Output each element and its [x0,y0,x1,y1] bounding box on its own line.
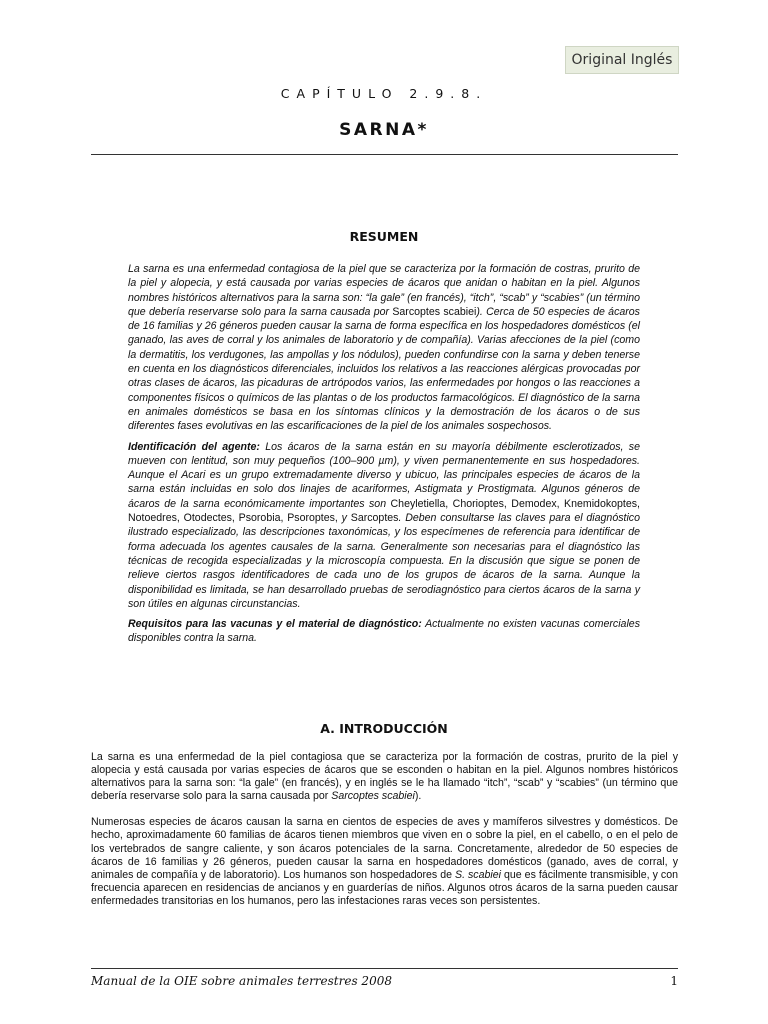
agent-identification-label: Identificación del agente: [128,440,260,453]
vaccine-requirements-label: Requisitos para las vacunas y el material de diagnóstico: [128,618,422,631]
footer-title: Manual de la OIE sobre animales terrestres 2008 [91,974,392,988]
summary-paragraph-1: La sarna es una enfermedad contagiosa de la piel que se caracteriza por la formación de costras, prurito de la piel y alopecia, y está causada por varias especies de ácaros que anidan o habitan en la piel. Algunos nombres históricos alternativos para la sarna son: “la gale” (en francés), “itch”, “scab” y “scabies” (un término que debería reservarse solo para la sarna causada por Sarcoptes scabiei). Cerca de 50 especies de ácaros de 16 familias y 26 géneros pueden causar la sarna de forma específica en los hospedadores domésticos (el ganado, las aves de corral y los animales de laboratorio y de compañía). Varias afecciones de la piel (como la dermatitis, los verdugones, las ampollas y los nódulos), pueden confundirse con la sarna y deben tenerse en cuenta en los diagnósticos diferenciales, incluidos los relativos a las reacciones alérgicas provocadas por otras clases de ácaros, las picaduras de artrópodos varios, las enfermedades por hongos o las reacciones a componentes físicos o químicos de las plantas o de los productos farmacológicos. El diagnóstico de la sarna en animales domésticos se basa en los síntomas clínicos y la demostración de los ácaros o de sus diferentes fases evolutivas en las escarificaciones de la piel de los animales sospechosos. [128,263,640,433]
introduction-paragraph-2: Numerosas especies de ácaros causan la sarna en cientos de especies de aves y mamíferos silvestres y domésticos. De hecho, aproximadamente 60 familias de ácaros tienen miembros que viven en o sobre la piel, en el cabello, o en el pelo de los vertebrados de sangre caliente, y son ácaros potenciales de la sarna. Concretamente, alrededor de 50 especies de ácaros de 16 familias y 26 géneros, pueden causar la sarna en hospedadores domésticos (ganado, aves de corral, y animales de compañía y de laboratorio). Los humanos son hospedadores de S. scabiei que es fácilmente transmisible, y con frecuencia aparecen en residencias de ancianos y en guarderías de niños. Algunos otros ácaros de la sarna pueden causar enfermedades transitorias en los humanos, pero las infestaciones raras veces son persistentes. [91,816,678,907]
page-footer [91,974,678,988]
summary-section [128,262,640,652]
footer-divider [91,968,678,969]
summary-heading: RESUMEN [349,229,419,244]
page-title: SARNA* [339,120,429,140]
original-language-badge: Original Inglés [565,46,679,74]
summary-paragraph-3: Requisitos para las vacunas y el material de diagnóstico: Actualmente no existen vacunas comerciales disponibles contra la sarna. [128,618,640,645]
top-divider [91,154,678,155]
chapter-number: CAPÍTULO 2.9.8. [280,86,488,101]
introduction-section [91,751,678,921]
page-number: 1 [670,974,678,988]
introduction-heading: A. INTRODUCCIÓN [320,721,448,736]
summary-paragraph-2: Identificación del agente: Los ácaros de la sarna están en su mayoría débilmente esclerotizados, se mueven con lentitud, son muy pequeños (100–900 µm), y viven permanentemente en sus hospedadores. Aunque el Acari es un grupo extremadamente diverso y ubicuo, las principales especies de ácaros de la sarna están incluidas en solo dos linajes de acariformes, Astigmata y Prostigmata. Algunos géneros de ácaros de la sarna económicamente importantes son Cheyletiella, Chorioptes, Demodex, Knemidokoptes, Notoedres, Otodectes, Psorobia, Psoroptes, y Sarcoptes. Deben consultarse las claves para el diagnóstico ilustrado especializado, las descripciones taxonómicas, y los especímenes de referencia para identificar de forma adecuada los agentes causales de la sarna. Generalmente son necesarias para el diagnóstico las técnicas de recogida especializadas y la microscopía compuesta. En la discusión que sigue se ponen de relieve ciertos rasgos identificadores de cada uno de los grupos de ácaros de la sarna. Aunque la disponibilidad es limitada, se han desarrollado pruebas de serodiagnóstico para ciertos ácaros de la sarna y son útiles en algunas circunstancias. [128,440,640,610]
introduction-paragraph-1: La sarna es una enfermedad de la piel contagiosa que se caracteriza por la formación de costras, prurito de la piel y alopecia y está causada por varias especies de ácaros que se esconden o habitan en la piel. Algunos nombres históricos alternativos para la sarna son: “la gale” (en francés), y en inglés se le ha llamado “itch”, “scab” y “scabies” (un término que debería reservarse solo para la sarna causada por Sarcoptes scabiei). [91,751,678,803]
